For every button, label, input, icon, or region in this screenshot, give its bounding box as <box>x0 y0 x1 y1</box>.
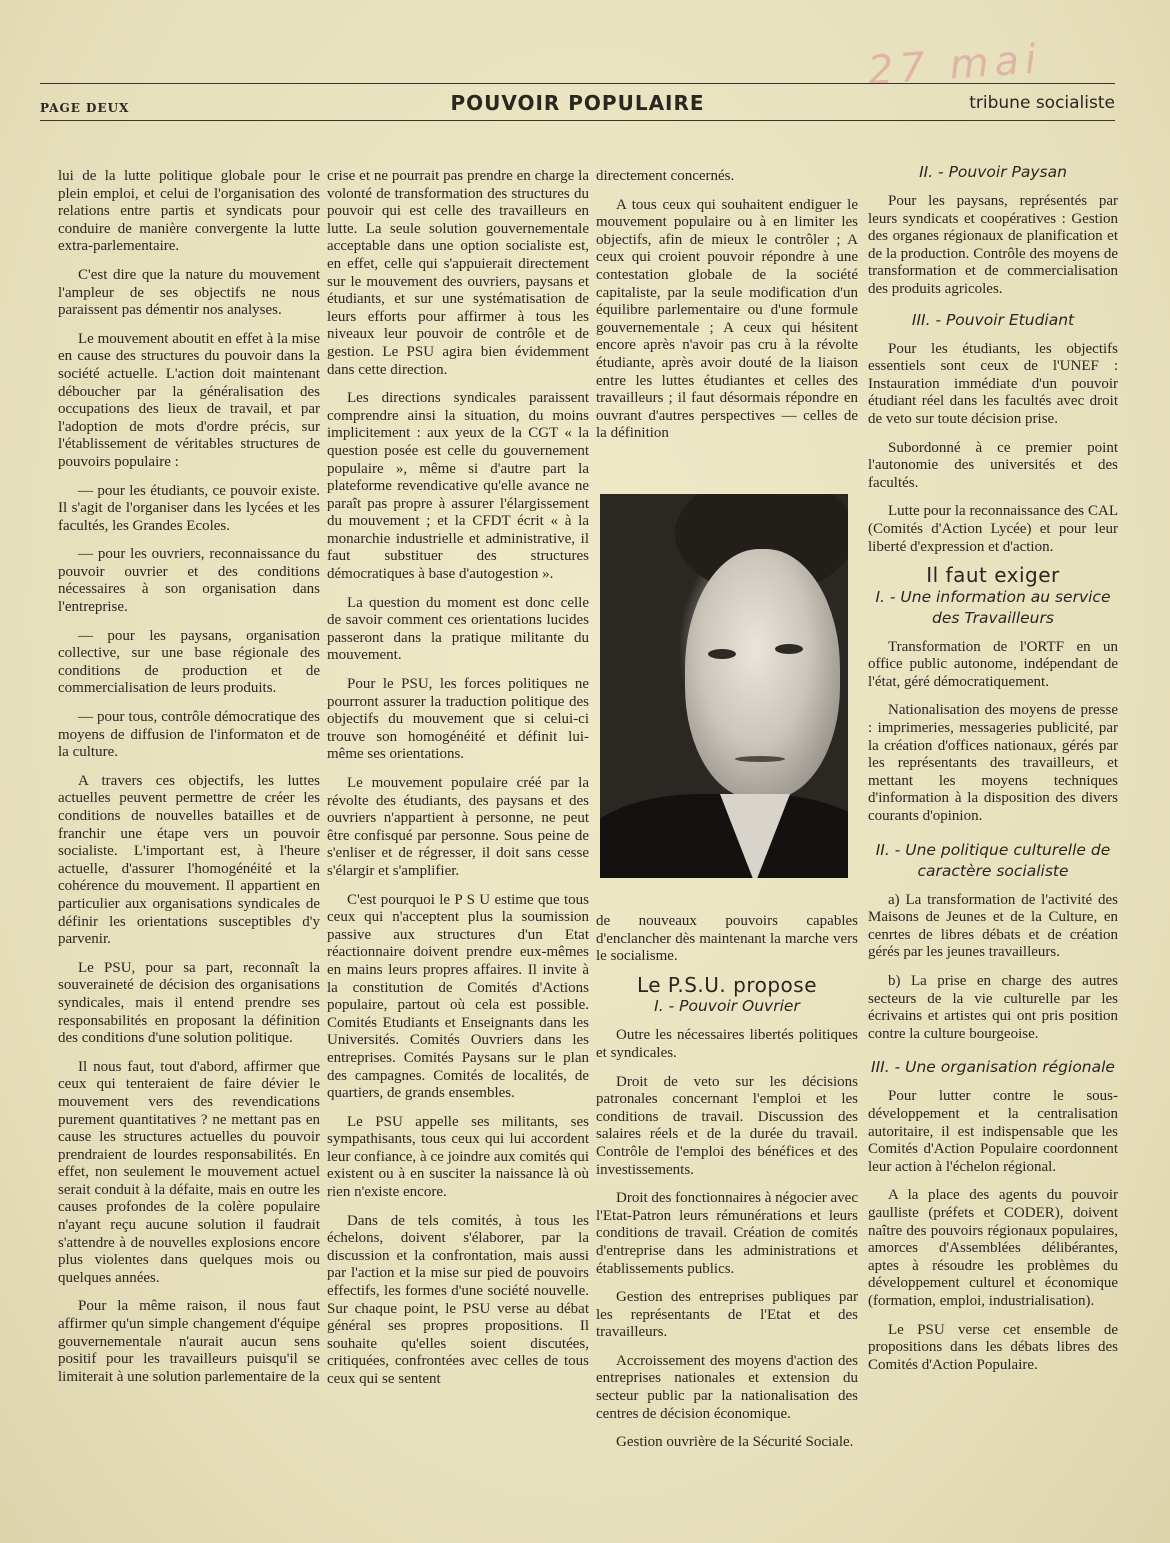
paragraph: C'est pourquoi le P S U estime que tous ceux qui n'acceptent plus la soumission passive aux structures d'un Etat réactionnaire doivent prendre eux-mêmes en mains leurs propres affaires. Il invite à la constitution de Comités d'Actions populaire, partout où cela est possible. Comités Etudiants et Enseignants dans les Universités. Comités Ouvriers dans les entreprises. Comités Paysans sur le plan des campagnes. Comités de localités, de quartiers, de grands ensembles. <box>327 891 589 1102</box>
paragraph: A travers ces objectifs, les luttes actuelles peuvent permettre de créer les conditions de nouvelles batailles et de franchir une étape vers un pouvoir socialiste. L'important est, à l'heure actuelle, d'assurer l'homogénéité et la cohérence du mouvement. Il appartient en particulier aux organisations syndicales de définir les orientations susceptibles d'y parvenir. <box>58 772 320 948</box>
paragraph: Nationalisation des moyens de presse : imprimeries, messageries publicité, par la création d'offices nationaux, gérés par les représentants des travailleurs, et mettant les moyens techniques d'information à la disposition des divers courants d'opinion. <box>868 702 1118 825</box>
date-stamp: 27 mai <box>866 36 1044 95</box>
portrait-photo <box>600 494 848 878</box>
column-3-top <box>596 168 858 454</box>
paragraph: b) La prise en charge des autres secteurs de la vie culturelle par les écrivains et artistes qui ont pris position contre la culture bourgeoise. <box>868 973 1118 1042</box>
paragraph: Subordonné à ce premier point l'autonomie des universités et des facultés. <box>868 439 1118 491</box>
paragraph: Pour le PSU, les forces politiques ne pourront assurer la traduction politique des objectifs du mouvement que si celui-ci trouve son homogénéité et définit lui-même ses orientations. <box>327 676 589 763</box>
section-subheading: I. - Pouvoir Ouvrier <box>654 997 800 1016</box>
paragraph: lui de la lutte politique globale pour le plein emploi, et celui de l'organisation des relations entre partis et syndicats pour conduire de manière convergente la lutte extra-parlementaire. <box>58 168 320 255</box>
paragraph: C'est dire que la nature du mouvement l'ampleur de ses objectifs ne nous paraissent pas démentir nos analyses. <box>58 266 320 319</box>
section-heading: Il faut exiger <box>926 563 1060 588</box>
column-2 <box>327 168 589 1400</box>
paragraph: — pour les paysans, organisation collective, sur une base régionale des conditions de production et de commercialisation de leurs produits. <box>58 627 320 697</box>
photo-coat <box>600 794 848 878</box>
masthead <box>40 88 1115 118</box>
page-label: PAGE DEUX <box>40 101 130 115</box>
paragraph: Le mouvement populaire créé par la révolte des étudiants, des paysans et des ouvriers n'appartient à personne, ne peut être confisqué par personne. Sous peine de s'enliser et de régresser, il doit sans cesse s'élargir et s'amplifier. <box>327 775 589 879</box>
paragraph: Outre les nécessaires libertés politiques et syndicales. <box>596 1027 858 1061</box>
column-4 <box>868 163 1118 1385</box>
paragraph: Pour lutter contre le sous-développement et la centralisation autoritaire, il est indispensable que les Comités d'Action Populaire coordonnent leur action à l'échelon régional. <box>868 1088 1118 1175</box>
paragraph: — pour tous, contrôle démocratique des moyens de diffusion de l'informaton et de la culture. <box>58 709 320 761</box>
paragraph: Transformation de l'ORTF en un office public autonome, indépendant de l'état, géré démocratiquement. <box>868 638 1118 690</box>
paragraph: A la place des agents du pouvoir gaulliste (préfets et CODER), doivent naître des pouvoirs régionaux populaires, amorces d'Assemblées délibérantes, aptes à résoudre les problèmes du développement culturel et économique (formation, emploi, industrialisation). <box>868 1187 1118 1309</box>
photo-eye-right <box>775 644 803 654</box>
masthead-rule-top <box>40 83 1115 84</box>
paragraph: crise et ne pourrait pas prendre en charge la volonté de transformation des structures du pouvoir qui est celle des travailleurs en lutte. La seule solution gouvernementale acceptable dans une option socialiste est, en effet, celle qui s'appuierait directement sur le mouvement des ouvriers, paysans et étudiants, et sur une systématisation de leurs efforts pour affirmer à tous les niveaux leur pouvoir de contrôle et de gestion. Le PSU agira bien évidemment dans cette direction. <box>327 168 589 378</box>
paragraph: Gestion des entreprises publiques par les représentants de l'Etat et des travailleurs. <box>596 1289 858 1341</box>
paragraph: de nouveaux pouvoirs capables d'enclancher dès maintenant la marche vers le socialisme. <box>596 913 858 965</box>
section-subheading: II. - Pouvoir Paysan <box>919 163 1067 181</box>
paragraph: Pour les étudiants, les objectifs essentiels sont ceux de l'UNEF : Instauration immédiate d'un pouvoir étudiant réel dans les facultés avec droit de veto sur toute décision prise. <box>868 340 1118 427</box>
paragraph: directement concernés. <box>596 168 735 184</box>
paragraph: Le mouvement aboutit en effet à la mise en cause des structures du pouvoir dans la société actuelle. L'action doit maintenant déboucher par la généralisation des occupations des lieux de travail, et par l'adoption de mots d'ordre précis, sur l'établissement de véritables structures de pouvoirs populaire : <box>58 330 320 470</box>
masthead-rule-bottom <box>40 120 1115 121</box>
paragraph: La question du moment est donc celle de savoir comment ces orientations lucides passeront dans la pratique militante du mouvement. <box>327 594 589 664</box>
paragraph: Gestion ouvrière de la Sécurité Sociale. <box>616 1434 854 1451</box>
section-heading: Le P.S.U. propose <box>636 972 818 997</box>
section-subheading: III. - Pouvoir Etudiant <box>911 310 1075 329</box>
paragraph: Droit des fonctionnaires à négocier avec l'Etat-Patron leurs rémunérations et leurs conditions de travail. Création de comités d'entreprise dans les administrations et établissements publics. <box>596 1190 858 1277</box>
paragraph: Pour la même raison, il nous faut affirmer qu'un simple changement d'équipe gouvernementale n'aurait aucun sens positif pour les travailleurs puisqu'il se limiterait à une solution parlementaire de la <box>58 1298 320 1385</box>
section-subheading: I. - Une information au service des Travailleurs <box>875 587 1111 627</box>
paragraph: Accroissement des moyens d'action des entreprises nationales et extension du secteur public par la nationalisation des centres de décision économique. <box>596 1352 858 1422</box>
paragraph: Dans de tels comités, à tous les échelons, doivent s'élaborer, par la discussion et la confrontation, mais aussi par l'action et la mise sur pied de pouvoirs effectifs, les formes d'une société nouvelle. Sur chaque point, le PSU verse au débat général ses propres propositions. Il souhaite qu'elles soient discutées, critiquées, confrontées avec celles de tous ceux qui se sentent <box>327 1212 589 1387</box>
column-1 <box>58 168 320 1397</box>
paragraph: Le PSU verse cet ensemble de propositions dans les débats libres des Comités d'Action Populaire. <box>868 1321 1118 1373</box>
paragraph: Il nous faut, tout d'abord, affirmer que ceux qui tenteraient de faire dévier le mouvement vers des revendications purement quantitatives ? ne mettant pas en cause les structures actuelles du pouvoir prendraient de lourdes responsabilités. En effet, non seulement le mouvement actuel serait conduit à la défaite, mais en outre les causes profondes de la colère populaire n'ayant reçu aucune solution il faudrait s'attendre à de nouvelles explosions encore plus violentes dans quelques mois ou quelques années. <box>58 1058 320 1286</box>
photo-mouth <box>735 756 785 762</box>
paragraph: a) La transformation de l'activité des Maisons de Jeunes et de la Culture, en cenrtes de libres débats et de création gérés par les jeunes travailleurs. <box>868 891 1118 961</box>
paragraph: — pour les étudiants, ce pouvoir existe. Il s'agit de l'organiser dans les lycées et les facultés, les Grandes Ecoles. <box>58 482 320 534</box>
paragraph: Les directions syndicales paraissent comprendre ainsi la situation, du moins implicitement : aux yeux de la CGT « la question posée est celle du gouvernement populaire », même si d'autre part la plateforme revendicative qu'elle avance ne paraît pas propre à assurer l'élargissement du mouvement ; et la CFDT écrit « à la monarchie industrielle et administrative, il faut substituer des structures démocratiques à base d'autogestion ». <box>327 390 589 583</box>
photo-eye-left <box>708 649 736 659</box>
paragraph: Droit de veto sur les décisions patronales concernant l'emploi et les conditions de travail. Discussion des salaires réels et de la durée du travail. Contrôle de l'emploi des bénéfices et des investissements. <box>596 1073 858 1178</box>
publication-name: tribune socialiste <box>969 93 1115 113</box>
paragraph: — pour les ouvriers, reconnaissance du pouvoir ouvrier et des conditions nécessaires à son organisation dans l'entreprise. <box>58 546 320 616</box>
column-3-bottom <box>596 913 858 1463</box>
paragraph: A tous ceux qui souhaitent endiguer le mouvement populaire ou à en limiter les objectifs, afin de mieux le contrôler ; A ceux qui croient pouvoir répondre à une contestation globale de la société capitaliste, par la seule modification d'un équilibre parlementaire ou d'une formule gouvernementale ; A ceux qui hésitent encore après n'avoir pas cru à la révolte étudiante, après avoir douté de la liaison entre les luttes étudiantes et celles des travailleurs ; il faut désormais répondre en ouvrant d'autres perspectives — celles de la définition <box>596 196 858 442</box>
paragraph: Le PSU, pour sa part, reconnaît la souveraineté de décision des organisations syndicales, mais il entend prendre ses responsabilités en proposant la définition des conditions d'une solution politique. <box>58 959 320 1047</box>
section-title: POUVOIR POPULAIRE <box>450 91 705 115</box>
paragraph: Le PSU appelle ses militants, ses sympathisants, tous ceux qui lui accordent leur confiance, à ce joindre aux comités qui existent ou à en susciter la naissance là où rien n'existe encore. <box>327 1113 589 1201</box>
section-subheading: II. - Une politique culturelle de caractère socialiste <box>875 840 1111 880</box>
paragraph: Pour les paysans, représentés par leurs syndicats et coopératives : Gestion des organes régionaux de planification et de la production. Contrôle des moyens de transformation et de commercialisation des produits agricoles. <box>868 193 1118 297</box>
paragraph: Lutte pour la reconnaissance des CAL (Comités d'Action Lycée) et pour leur liberté d'expression et d'action. <box>868 503 1118 555</box>
section-subheading: III. - Une organisation régionale <box>871 1058 1115 1077</box>
